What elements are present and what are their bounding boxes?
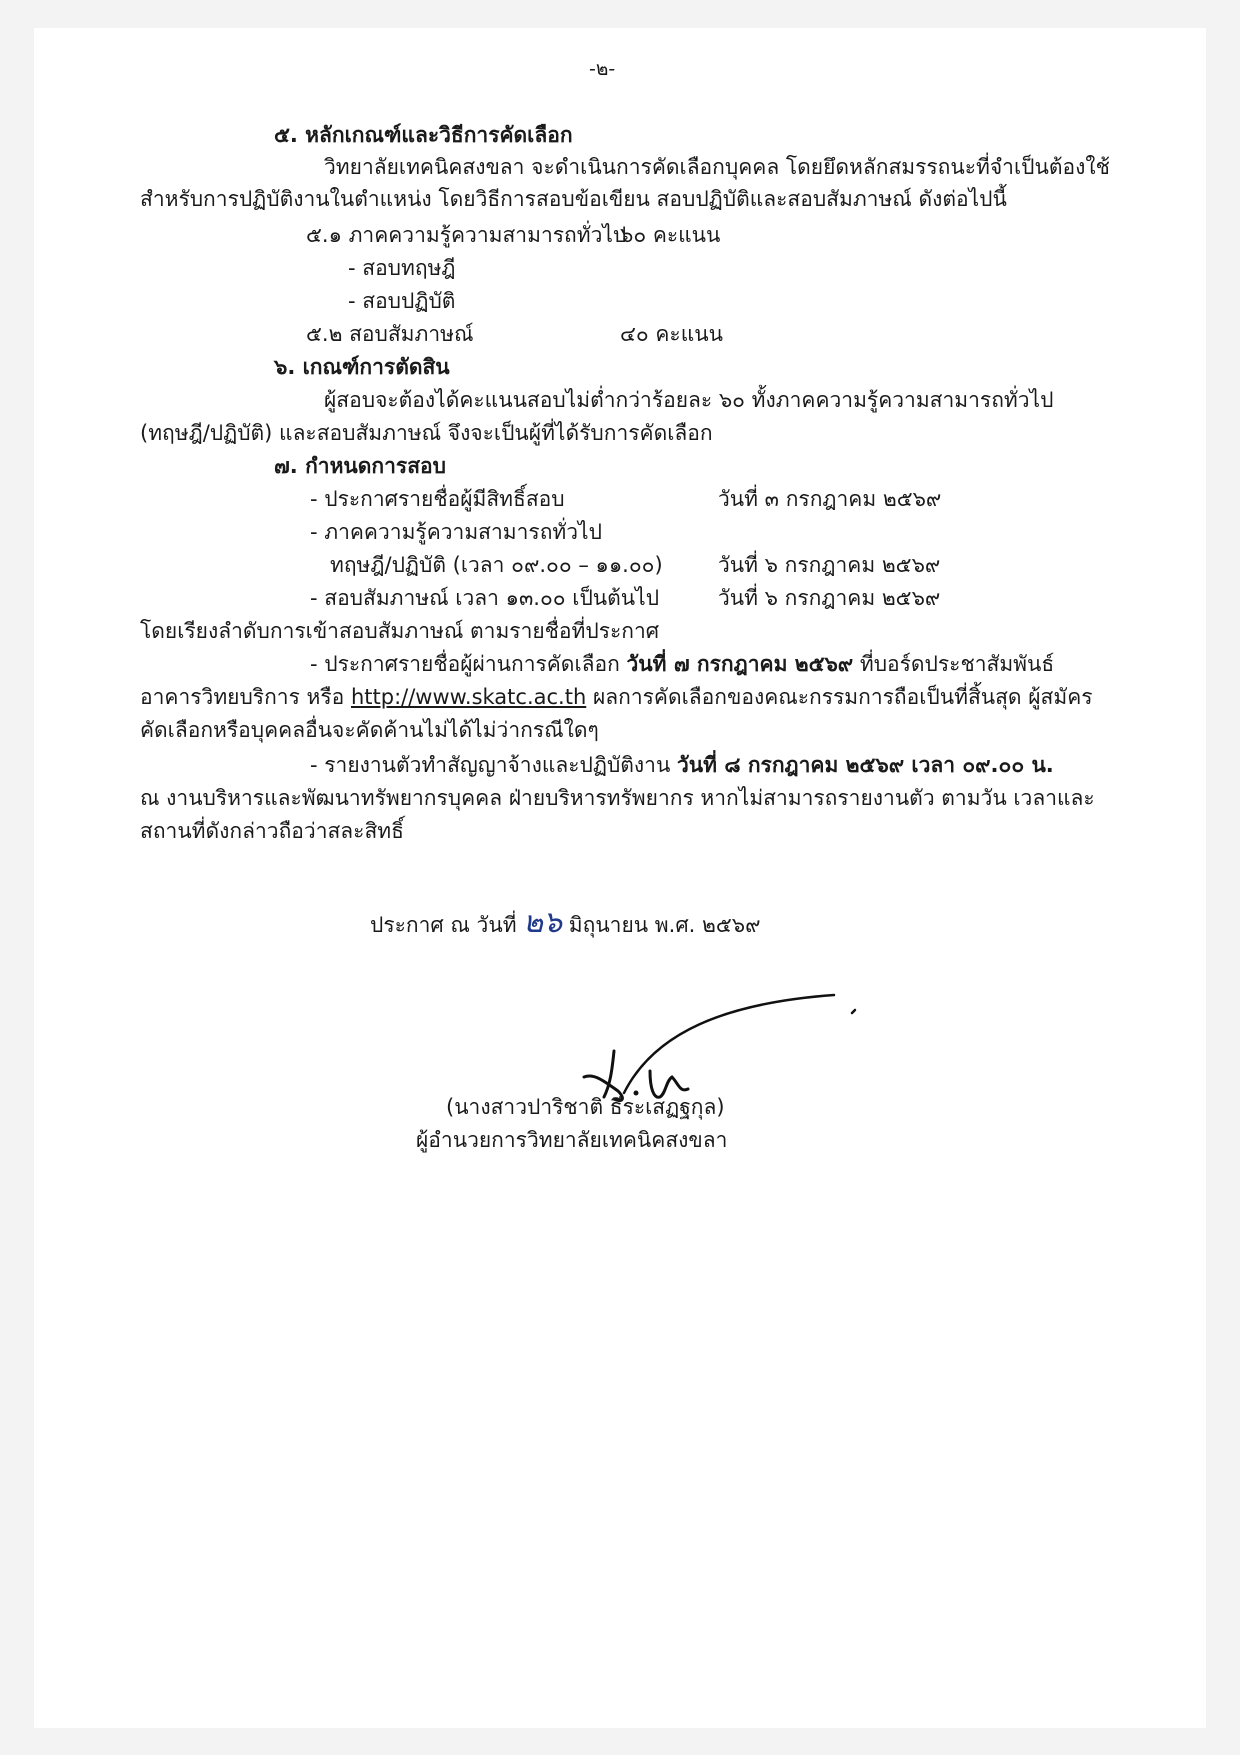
announcement-date-line <box>370 905 761 940</box>
interview-order-note: โดยเรียงลำดับการเข้าสอบสัมภาษณ์ ตามรายชื่อที่ประกาศ <box>140 619 660 643</box>
result-announcement-line1 <box>310 649 1054 679</box>
section7-heading: ๗. กำหนดการสอบ <box>274 454 446 478</box>
criteria-practical-exam: - สอบปฏิบัติ <box>348 289 456 313</box>
result-announcement-line3: คัดเลือกหรือบุคคลอื่นจะคัดค้านไม่ได้ไม่ว่ากรณีใดๆ <box>140 718 599 742</box>
criteria-theory-exam: - สอบทฤษฎี <box>348 256 456 280</box>
signatory-title: ผู้อำนวยการวิทยาลัยเทคนิคสงขลา <box>416 1128 728 1152</box>
result-announcement-building: อาคารวิทยบริการ หรือ <box>140 685 345 709</box>
schedule-interview-date: วันที่ ๖ กรกฎาคม ๒๕๖๙ <box>718 586 941 610</box>
schedule-general-knowledge-time: ทฤษฎี/ปฏิบัติ (เวลา ๐๙.๐๐ – ๑๑.๐๐) <box>330 553 663 577</box>
report-line1 <box>310 750 1054 780</box>
result-announcement-final: ผลการคัดเลือกของคณะกรรมการถือเป็นที่สิ้นสุด ผู้สมัคร <box>592 685 1093 709</box>
section5-heading: ๕. หลักเกณฑ์และวิธีการคัดเลือก <box>274 123 573 147</box>
criteria-interview-score: ๔๐ คะแนน <box>620 322 723 346</box>
document-page <box>34 28 1206 1728</box>
announcement-month-year: มิถุนายน พ.ศ. ๒๕๖๙ <box>568 913 761 937</box>
report-text: - รายงานตัวทำสัญญาจ้างและปฏิบัติงาน <box>310 753 671 777</box>
schedule-eligible-list: - ประกาศรายชื่อผู้มีสิทธิ์สอบ <box>310 487 565 511</box>
criteria-general-knowledge: ๕.๑ ภาคความรู้ความสามารถทั่วไป <box>306 223 627 247</box>
section6-heading: ๖. เกณฑ์การตัดสิน <box>274 355 450 379</box>
schedule-eligible-list-date: วันที่ ๓ กรกฎาคม ๒๕๖๙ <box>718 487 942 511</box>
announcement-date-prefix: ประกาศ ณ วันที่ <box>370 913 517 937</box>
result-announcement-date: วันที่ ๗ กรกฎาคม ๒๕๖๙ <box>626 652 854 676</box>
section6-paragraph-line2: (ทฤษฎี/ปฏิบัติ) และสอบสัมภาษณ์ จึงจะเป็นผู้ที่ได้รับการคัดเลือก <box>140 421 713 445</box>
result-announcement-text: - ประกาศรายชื่อผู้ผ่านการคัดเลือก <box>310 652 620 676</box>
section5-paragraph-line2: สำหรับการปฏิบัติงานในตำแหน่ง โดยวิธีการสอบข้อเขียน สอบปฏิบัติและสอบสัมภาษณ์ ดังต่อไปนี้ <box>140 187 1007 211</box>
college-website-link[interactable]: http://www.skatc.ac.th <box>350 685 587 709</box>
section6-paragraph-line1: ผู้สอบจะต้องได้คะแนนสอบไม่ต่ำกว่าร้อยละ ๖๐ ทั้งภาคความรู้ความสามารถทั่วไป <box>324 388 1054 412</box>
section5-paragraph-line1: วิทยาลัยเทคนิคสงขลา จะดำเนินการคัดเลือกบุคคล โดยยึดหลักสมรรถนะที่จำเป็นต้องใช้ <box>324 155 1110 179</box>
criteria-interview: ๕.๒ สอบสัมภาษณ์ <box>306 322 474 346</box>
announcement-day-handwritten: ๒๖ <box>523 905 563 940</box>
report-line2: ณ งานบริหารและพัฒนาทรัพยากรบุคคล ฝ่ายบริหารทรัพยากร หากไม่สามารถรายงานตัว ตามวัน เวลาและ <box>140 786 1095 810</box>
result-announcement-place: ที่บอร์ดประชาสัมพันธ์ <box>859 652 1055 676</box>
criteria-general-knowledge-score: ๖๐ คะแนน <box>620 223 721 247</box>
schedule-general-knowledge: - ภาคความรู้ความสามารถทั่วไป <box>310 520 602 544</box>
report-date: วันที่ ๘ กรกฎาคม ๒๕๖๙ เวลา ๐๙.๐๐ น. <box>677 753 1054 777</box>
signatory-name: (นางสาวปาริชาติ ธีระเสฏฐกุล) <box>446 1095 725 1119</box>
result-announcement-line2 <box>140 682 1093 712</box>
page-number: -๒- <box>589 58 616 80</box>
report-line3: สถานที่ดังกล่าวถือว่าสละสิทธิ์ <box>140 819 404 843</box>
schedule-general-knowledge-date: วันที่ ๖ กรกฎาคม ๒๕๖๙ <box>718 553 941 577</box>
schedule-interview: - สอบสัมภาษณ์ เวลา ๑๓.๐๐ เป็นต้นไป <box>310 586 660 610</box>
